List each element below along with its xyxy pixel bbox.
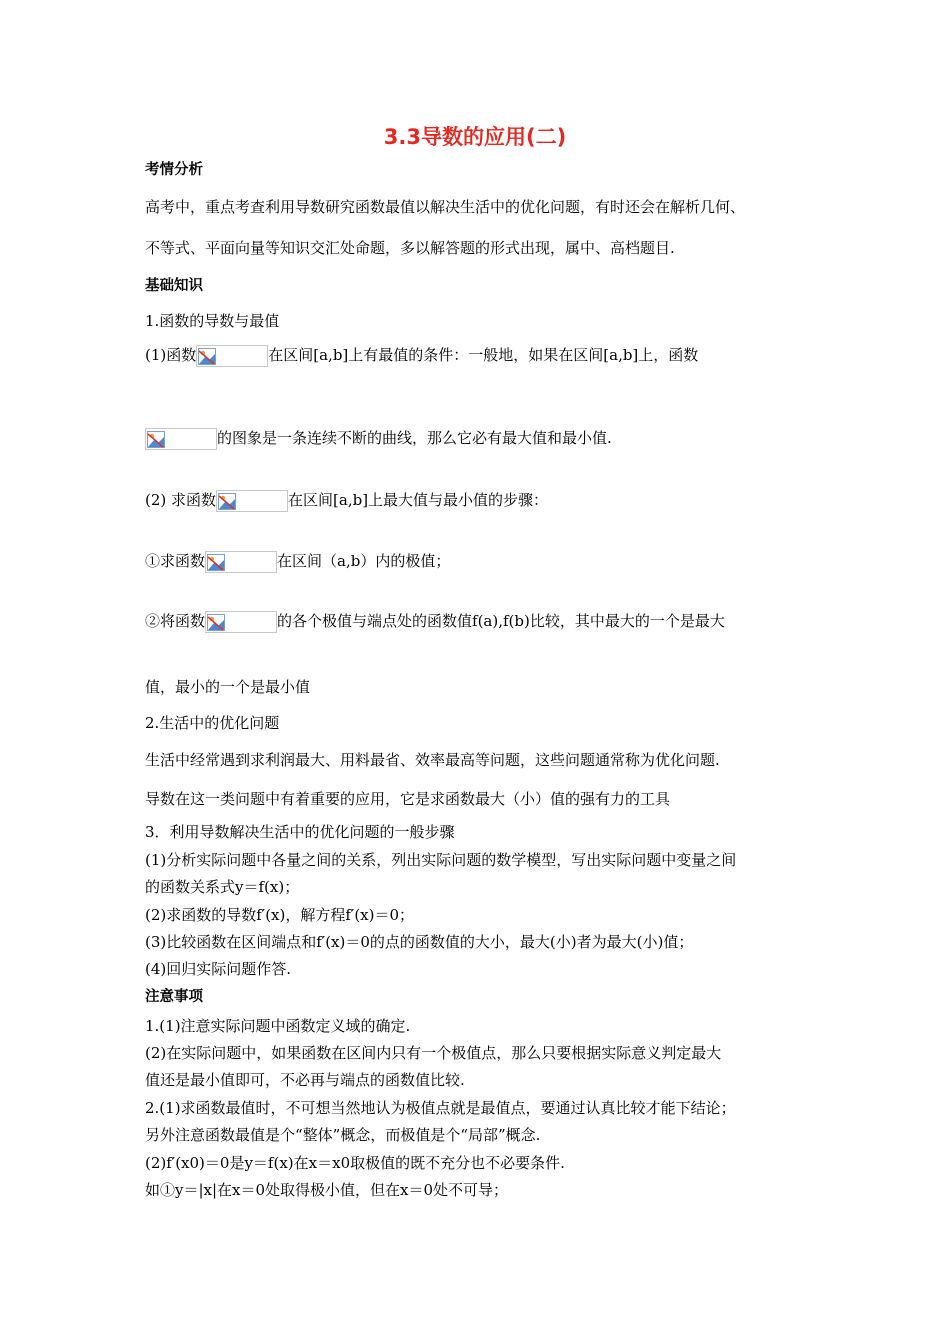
page-title: 3.3导数的应用(二) xyxy=(383,125,567,149)
note-3-line-1: 2.(1)求函数最值时，不可想当然地认为极值点就是最值点，要通过认真比较才能下结论； xyxy=(145,1099,736,1117)
step-3: (3)比较函数在区间端点和f′(x)＝0的点的函数值的大小，最大(小)者为最大(小)值； xyxy=(145,933,694,951)
broken-image-icon xyxy=(198,348,216,365)
formula-image-4 xyxy=(205,551,277,573)
heading-kaoqing: 考情分析 xyxy=(145,162,203,178)
para-3 xyxy=(145,551,450,573)
note-3-line-2: 另外注意函数最值是个“整体”概念，而极值是个“局部”概念. xyxy=(145,1126,541,1144)
formula-image-2 xyxy=(145,428,217,450)
item-2-title: 2.生活中的优化问题 xyxy=(145,714,280,732)
step-1-line-2: 的函数关系式y＝f(x)； xyxy=(145,878,300,896)
heading-zhuyi: 注意事项 xyxy=(145,989,203,1005)
kaoqing-line-1: 高考中，重点考查利用导数研究函数最值以解决生活中的优化问题，有时还会在解析几何、 xyxy=(145,198,746,216)
formula-image-5 xyxy=(205,611,277,633)
kaoqing-line-2: 不等式、平面向量等知识交汇处命题，多以解答题的形式出现，属中、高档题目. xyxy=(145,239,675,257)
heading-jichu: 基础知识 xyxy=(145,278,203,294)
note-2-line-1: (2)在实际问题中，如果函数在区间内只有一个极值点，那么只要根据实际意义判定最大 xyxy=(145,1044,722,1062)
para-3-b: 在区间（a,b）内的极值； xyxy=(277,552,451,570)
para-1-c: 的图象是一条连续不断的曲线，那么它必有最大值和最小值. xyxy=(217,429,612,447)
note-1: 1.(1)注意实际问题中函数定义域的确定. xyxy=(145,1017,411,1035)
formula-image-3 xyxy=(216,490,288,512)
para-5: 生活中经常遇到求利润最大、用料最省、效率最高等问题，这些问题通常称为优化问题. xyxy=(145,751,720,769)
para-3-a: ①求函数 xyxy=(145,552,206,570)
broken-image-icon xyxy=(147,431,165,448)
item-3-title: 3．利用导数解决生活中的优化问题的一般步骤 xyxy=(145,823,455,841)
para-2 xyxy=(145,490,548,512)
broken-image-icon xyxy=(207,554,225,571)
note-4: (2)f′(x0)＝0是y＝f(x)在x＝x0取极值的既不充分也不必要条件. xyxy=(145,1154,565,1172)
para-4 xyxy=(145,611,725,633)
note-2-line-2: 值还是最小值即可，不必再与端点的函数值比较. xyxy=(145,1071,465,1089)
step-2: (2)求函数的导数f′(x)，解方程f′(x)＝0； xyxy=(145,906,415,924)
para-2-a: (2) 求函数 xyxy=(145,491,217,509)
broken-image-icon xyxy=(218,493,236,510)
formula-image-1 xyxy=(196,345,268,367)
para-1-a: (1)函数 xyxy=(145,346,197,364)
para-2-b: 在区间[a,b]上最大值与最小值的步骤： xyxy=(288,491,549,509)
step-1-line-1: (1)分析实际问题中各量之间的关系，列出实际问题的数学模型，写出实际问题中变量之间 xyxy=(145,851,737,869)
para-1 xyxy=(145,345,698,367)
para-4-b: 的各个极值与端点处的函数值f(a),f(b)比较，其中最大的一个是最大 xyxy=(277,612,725,630)
broken-image-icon xyxy=(207,614,225,631)
note-5: 如①y＝|x|在x＝0处取得极小值，但在x＝0处不可导； xyxy=(145,1181,509,1199)
step-4: (4)回归实际问题作答. xyxy=(145,960,292,978)
para-4-cont: 值，最小的一个是最小值 xyxy=(145,678,311,696)
para-4-a: ②将函数 xyxy=(145,612,206,630)
para-1-cont xyxy=(145,428,612,450)
item-1-title: 1.函数的导数与最值 xyxy=(145,312,280,330)
para-6: 导数在这一类问题中有着重要的应用，它是求函数最大（小）值的强有力的工具 xyxy=(145,790,671,808)
para-1-b: 在区间[a,b]上有最值的条件：一般地，如果在区间[a,b]上，函数 xyxy=(268,346,699,364)
